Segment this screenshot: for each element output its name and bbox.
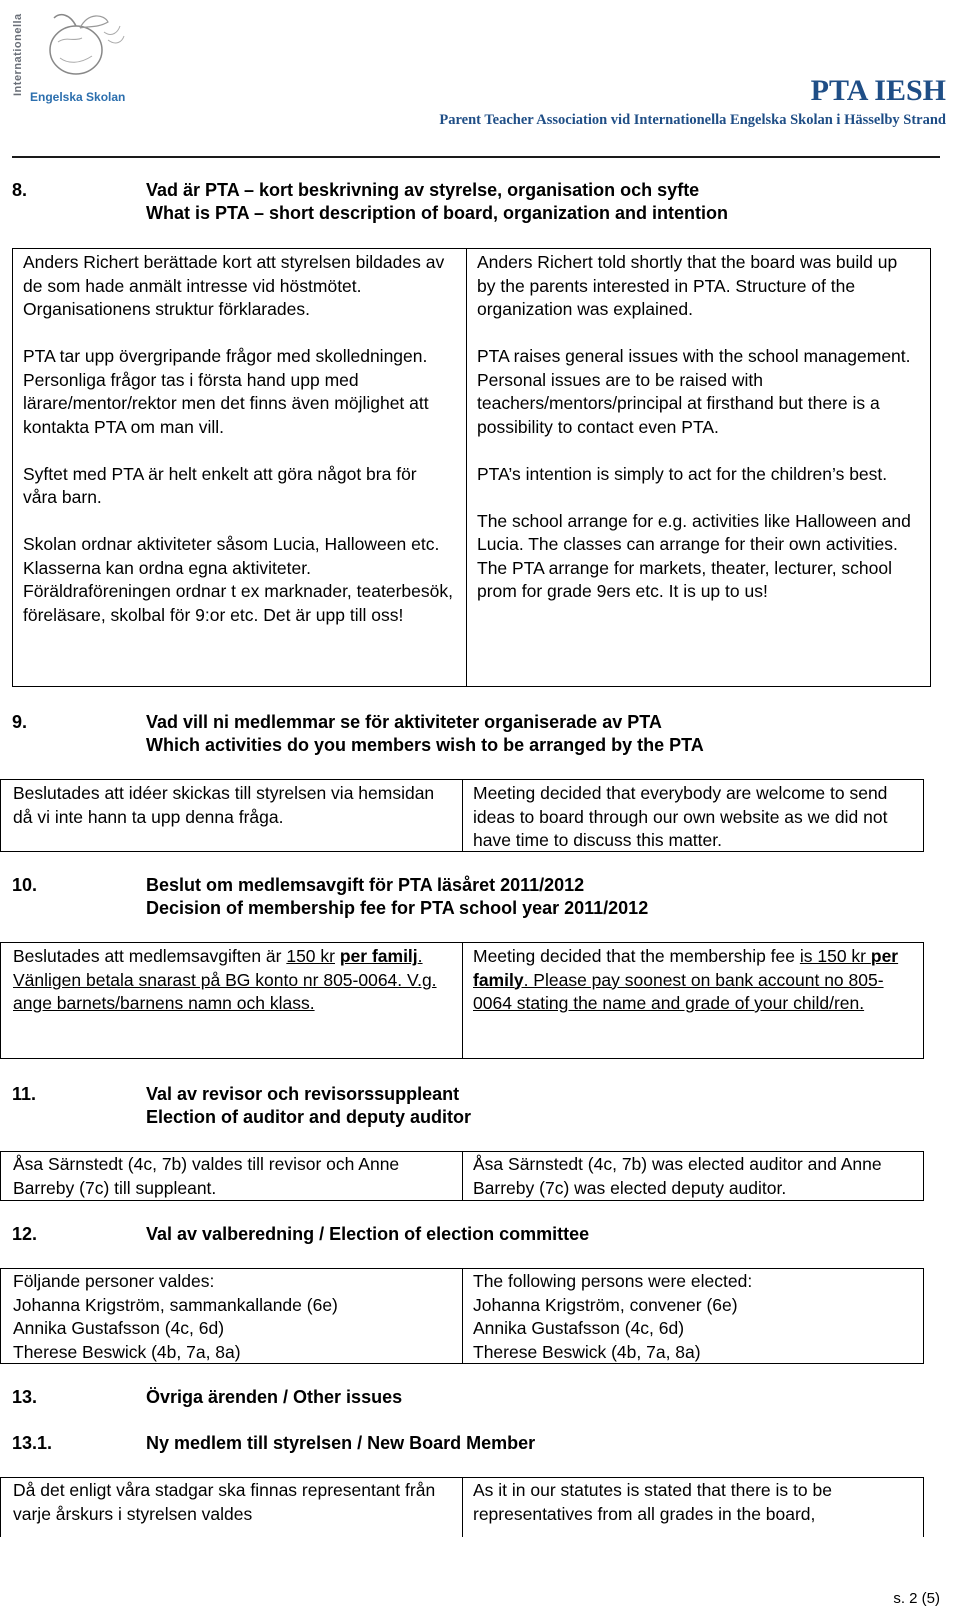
paragraph: The school arrange for e.g. activities like Halloween and Lucia. The classes can arrange for their own activities. The PTA arrange for markets, theater, lecturer, school prom for grade 9ers etc. It is up to us! [477,510,911,601]
list-item: Följande personer valdes: [13,1271,215,1291]
section-9-title-sv: Vad vill ni medlemmar se för aktiviteter organiserade av PTA [146,712,662,732]
payment-instructions: . Vänligen betala snarast på BG konto nr 805-0064. V.g. ange barnets/barnens namn och klass. [13,946,437,1013]
section-12-english-cell [473,1270,913,1364]
section-8-swedish-cell [23,251,455,627]
section-11-english-cell: Åsa Särnstedt (4c, 7b) was elected auditor and Anne Barreby (7c) was elected deputy auditor. [473,1154,882,1198]
page-number: s. 2 (5) [893,1590,940,1607]
section-10-title-en: Decision of membership fee for PTA school year 2011/2012 [146,898,649,918]
paragraph: PTA raises general issues with the school management. Personal issues are to be raised with teachers/mentors/principal at firsthand but there is a possibility to contact even PTA. [477,346,911,437]
header-rule [12,156,940,158]
paragraph: PTA tar upp övergripande frågor med skolledningen. Personliga frågor tas i första hand upp med lärare/mentor/rektor men det finns även möjlighet att kontakta PTA om man vill. [23,346,429,437]
section-8-number: 8. [12,180,28,200]
school-logo [8,2,128,112]
list-item: Johanna Krigström, sammankallande (6e) [13,1294,338,1315]
list-item: Therese Beswick (4b, 7a, 8a) [13,1341,241,1362]
section-9-number: 9. [12,712,28,732]
section-8-english-cell [477,251,917,604]
list-item: Therese Beswick (4b, 7a, 8a) [473,1341,701,1362]
page-subtitle: Parent Teacher Association vid Internationella Engelska Skolan i Hässelby Strand [439,112,946,128]
section-13-1-number: 13.1. [12,1433,53,1453]
section-12-table [0,1268,924,1364]
paragraph: Anders Richert berättade kort att styrelsen bildades av de som hade anmält intresse vid höstmötet. Organisationens struktur förklarades. [23,252,445,319]
fee-amount: 150 kr [286,946,335,966]
section-11-title-en: Election of auditor and deputy auditor [146,1107,472,1127]
section-8-table [12,248,931,687]
section-10-table [0,942,924,1059]
list-item: The following persons were elected: [473,1271,753,1291]
section-13-1-title: Ny medlem till styrelsen / New Board Member [146,1433,536,1453]
section-12-swedish-cell [13,1270,453,1364]
section-11-swedish-cell: Åsa Särnstedt (4c, 7b) valdes till revisor och Anne Barreby (7c) till suppleant. [13,1154,400,1198]
section-13-1-swedish-cell: Då det enligt våra stadgar ska finnas representant från varje årskurs i styrelsen valdes [13,1480,436,1524]
section-9-title-en: Which activities do you members wish to be arranged by the PTA [146,735,704,755]
section-8-title-en: What is PTA – short description of board, organization and intention [146,203,729,223]
section-13-1-table [0,1477,924,1537]
section-11-number: 11. [12,1084,37,1104]
section-12-title: Val av valberedning / Election of election committee [146,1224,590,1244]
section-10-title-sv: Beslut om medlemsavgift för PTA läsåret 2011/2012 [146,875,585,895]
section-11-title-sv: Val av revisor och revisorssuppleant [146,1084,460,1104]
section-10-english-cell: Meeting decided that the membership fee is 150 kr per family. Please pay soonest on bank account no 805-0064 stating the name and grade of your child/ren. [473,946,899,1013]
section-13-title: Övriga ärenden / Other issues [146,1387,403,1407]
section-9-swedish-cell: Beslutades att idéer skickas till styrelsen via hemsidan då vi inte hann ta upp denna fråga. [13,783,435,827]
payment-instructions: . Please pay soonest on bank account no 805-0064 stating the name and grade of your child/ren. [473,969,884,1013]
section-10-number: 10. [12,875,38,895]
section-13-number: 13. [12,1387,38,1407]
list-item: Johanna Krigström, convener (6e) [473,1294,738,1315]
page-title: PTA IESH [810,74,946,107]
section-13-1-english-cell: As it in our statutes is stated that there is to be representatives from all grades in the board, [473,1480,832,1524]
fee-amount: is 150 kr [799,946,871,966]
paragraph: PTA’s intention is simply to act for the children’s best. [477,463,888,484]
section-10-swedish-cell: Beslutades att medlemsavgiften är 150 kr per familj. Vänligen betala snarast på BG konto nr 805-0064. V.g. ange barnets/barnens namn och klass. [13,946,437,1013]
list-item: Annika Gustafsson (4c, 6d) [473,1318,685,1338]
fee-unit: per family [473,946,899,990]
paragraph: Skolan ordnar aktiviteter såsom Lucia, Halloween etc. Klasserna kan ordna egna aktiviteter. Föräldraföreningen ordnar t ex marknader, teaterbesök, föreläsare, skolbal för 9:or etc. Det är upp till oss! [23,534,453,625]
section-9-table [0,779,924,852]
paragraph: Anders Richert told shortly that the board was build up by the parents interested in PTA. Structure of the organization was explained. [477,252,898,319]
list-item: Annika Gustafsson (4c, 6d) [13,1318,225,1338]
section-11-table [0,1151,924,1201]
logo-wordmark: Engelska Skolan [30,90,126,104]
section-8-title-sv: Vad är PTA – kort beskrivning av styrelse, organisation och syfte [146,180,700,200]
paragraph: Syftet med PTA är helt enkelt att göra något bra för våra barn. [23,463,417,507]
logo-wordmark-vertical: Internationella [12,13,24,96]
fee-unit: per familj [339,946,418,966]
section-9-english-cell: Meeting decided that everybody are welcome to send ideas to board through our own website as we did not have time to discuss this matter. [473,783,888,850]
section-12-number: 12. [12,1224,38,1244]
apple-logo-icon [8,2,128,92]
